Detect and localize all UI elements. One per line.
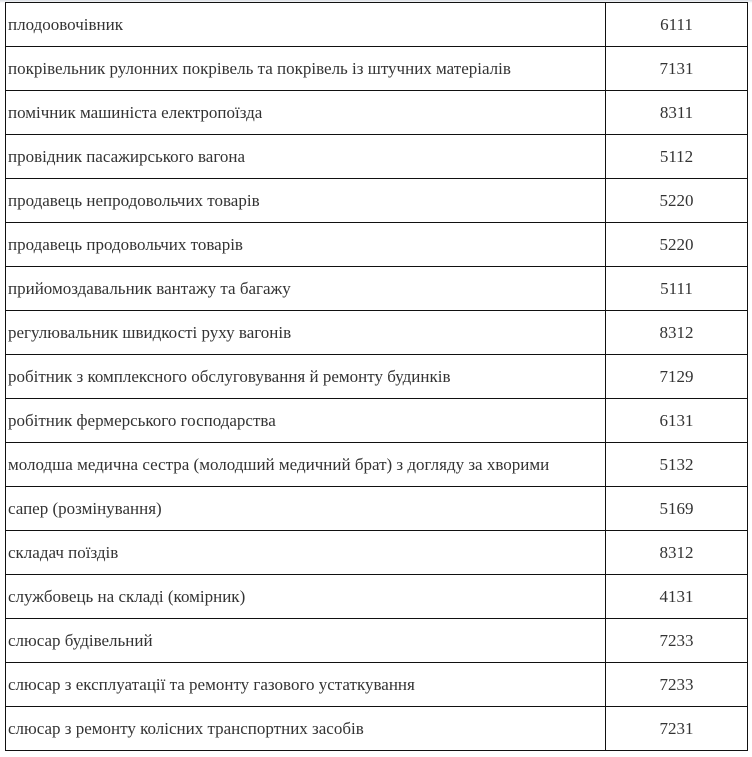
table-row: [6, 311, 748, 355]
profession-cell: плодоовочівник: [6, 3, 606, 47]
table-row: [6, 47, 748, 91]
profession-cell: продавець непродовольчих товарів: [6, 179, 606, 223]
table-row: [6, 707, 748, 751]
code-cell: 5111: [606, 267, 748, 311]
profession-cell: складач поїздів: [6, 531, 606, 575]
code-cell: 7233: [606, 619, 748, 663]
code-cell: 7233: [606, 663, 748, 707]
code-cell: 5169: [606, 487, 748, 531]
table-row: [6, 575, 748, 619]
profession-cell: продавець продовольчих товарів: [6, 223, 606, 267]
table-row: [6, 3, 748, 47]
profession-cell: помічник машиніста електропоїзда: [6, 91, 606, 135]
code-cell: 7129: [606, 355, 748, 399]
table-row: [6, 487, 748, 531]
code-cell: 4131: [606, 575, 748, 619]
profession-cell: прийомоздавальник вантажу та багажу: [6, 267, 606, 311]
code-cell: 8312: [606, 531, 748, 575]
profession-cell: слюсар з експлуатації та ремонту газового устаткування: [6, 663, 606, 707]
table-row: [6, 91, 748, 135]
code-cell: 7131: [606, 47, 748, 91]
profession-cell: робітник з комплексного обслуговування й ремонту будинків: [6, 355, 606, 399]
table-row: [6, 663, 748, 707]
table-row: [6, 531, 748, 575]
professions-table: [5, 2, 748, 751]
table-row: [6, 267, 748, 311]
profession-cell: слюсар з ремонту колісних транспортних засобів: [6, 707, 606, 751]
code-cell: 5220: [606, 179, 748, 223]
profession-cell: сапер (розмінування): [6, 487, 606, 531]
professions-table-body: [6, 3, 748, 751]
profession-cell: службовець на складі (комірник): [6, 575, 606, 619]
profession-cell: молодша медична сестра (молодший медичний брат) з догляду за хворими: [6, 443, 606, 487]
code-cell: 8311: [606, 91, 748, 135]
profession-cell: покрівельник рулонних покрівель та покрівель із штучних матеріалів: [6, 47, 606, 91]
code-cell: 7231: [606, 707, 748, 751]
code-cell: 5112: [606, 135, 748, 179]
table-row: [6, 135, 748, 179]
profession-cell: робітник фермерського господарства: [6, 399, 606, 443]
table-row: [6, 179, 748, 223]
table-row: [6, 443, 748, 487]
code-cell: 5132: [606, 443, 748, 487]
table-row: [6, 223, 748, 267]
code-cell: 6111: [606, 3, 748, 47]
code-cell: 8312: [606, 311, 748, 355]
table-row: [6, 399, 748, 443]
code-cell: 6131: [606, 399, 748, 443]
profession-cell: слюсар будівельний: [6, 619, 606, 663]
table-row: [6, 355, 748, 399]
profession-cell: регулювальник швидкості руху вагонів: [6, 311, 606, 355]
profession-cell: провідник пасажирського вагона: [6, 135, 606, 179]
table-row: [6, 619, 748, 663]
code-cell: 5220: [606, 223, 748, 267]
